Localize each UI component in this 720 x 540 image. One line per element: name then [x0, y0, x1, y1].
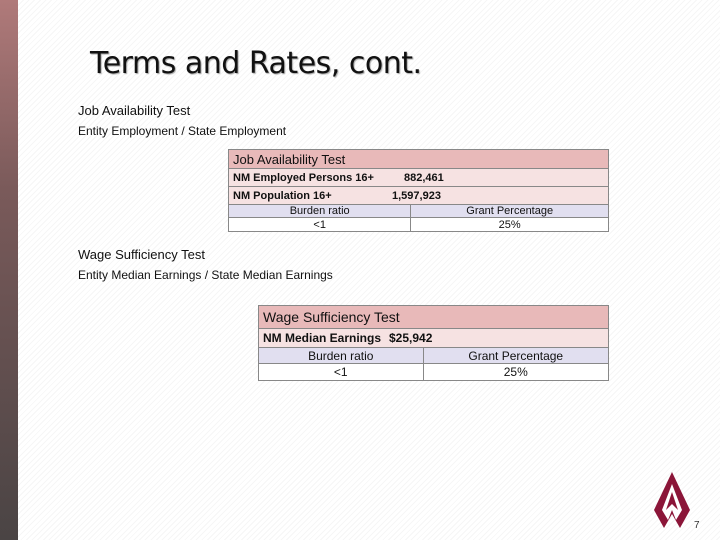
- row-value: 1,597,923: [392, 189, 441, 202]
- grant-percentage-header: Grant Percentage: [423, 348, 609, 364]
- wage-sufficiency-table: [258, 305, 609, 381]
- table-title-row: [229, 150, 609, 169]
- table-title: Job Availability Test: [229, 150, 609, 169]
- table-row: [259, 364, 609, 381]
- row-label: NM Median Earnings: [263, 331, 382, 345]
- slide-title: Terms and Rates, cont.: [90, 46, 422, 81]
- wage-sufficiency-formula: Entity Median Earnings / State Median Earnings: [78, 268, 333, 282]
- grant-percentage-value: 25%: [423, 364, 609, 381]
- burden-ratio-header: Burden ratio: [259, 348, 424, 364]
- wage-sufficiency-heading: Wage Sufficiency Test: [78, 247, 205, 262]
- row-label: NM Employed Persons 16+: [233, 171, 374, 184]
- table-row: [229, 187, 609, 205]
- table-header-row: [229, 205, 609, 218]
- table-row: [229, 169, 609, 187]
- left-accent-bar: [0, 0, 18, 540]
- table-row: [229, 218, 609, 232]
- grant-percentage-header: Grant Percentage: [411, 205, 609, 218]
- table-title: Wage Sufficiency Test: [259, 306, 609, 329]
- arrow-logo-icon: [652, 470, 692, 530]
- row-label: NM Population 16+: [233, 189, 332, 202]
- page-number: 7: [694, 520, 700, 531]
- table-title-row: [259, 306, 609, 329]
- grant-percentage-value: 25%: [411, 218, 609, 232]
- burden-ratio-header: Burden ratio: [229, 205, 411, 218]
- row-value: 882,461: [404, 171, 444, 184]
- burden-ratio-value: <1: [259, 364, 424, 381]
- table-header-row: [259, 348, 609, 364]
- job-availability-formula: Entity Employment / State Employment: [78, 124, 287, 138]
- job-availability-table: [228, 149, 609, 232]
- burden-ratio-value: <1: [229, 218, 411, 232]
- row-value: $25,942: [389, 331, 433, 345]
- job-availability-heading: Job Availability Test: [78, 103, 191, 118]
- table-row: [259, 329, 609, 348]
